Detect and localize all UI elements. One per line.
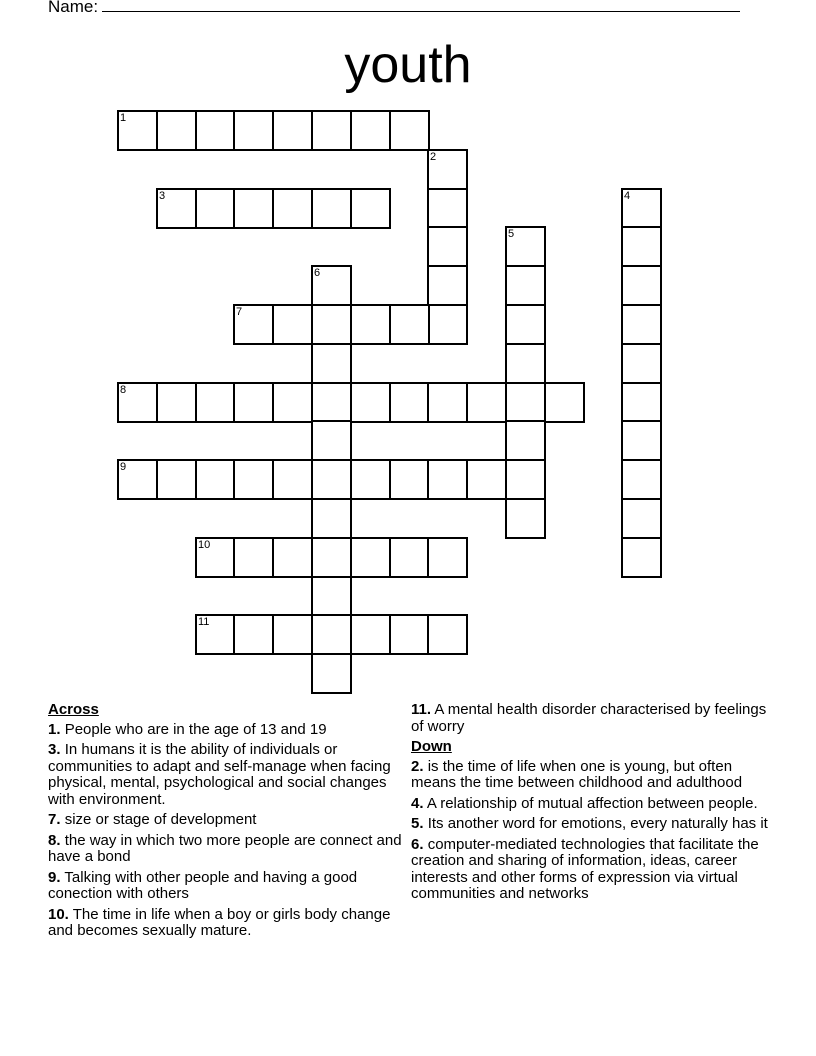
cell-number: 2 — [430, 151, 437, 163]
grid-cell[interactable] — [505, 420, 546, 461]
grid-cell[interactable] — [311, 188, 352, 229]
grid-cell[interactable] — [505, 343, 546, 384]
grid-cell[interactable] — [233, 188, 274, 229]
grid-cell[interactable] — [621, 188, 662, 229]
grid-cell[interactable] — [505, 382, 546, 423]
grid-cell[interactable] — [389, 614, 430, 655]
grid-cell[interactable] — [117, 110, 158, 151]
grid-cell[interactable] — [505, 459, 546, 500]
name-label: Name: — [48, 0, 99, 16]
grid-cell[interactable] — [117, 382, 158, 423]
grid-cell[interactable] — [389, 537, 430, 578]
grid-cell[interactable] — [233, 382, 274, 423]
grid-cell[interactable] — [195, 614, 236, 655]
grid-cell[interactable] — [350, 459, 391, 500]
grid-cell[interactable] — [272, 110, 313, 151]
grid-cell[interactable] — [621, 304, 662, 345]
across-clue: 1. People who are in the age of 13 and 19 — [48, 720, 327, 738]
grid-cell[interactable] — [389, 110, 430, 151]
across-clue: 3. In humans it is the ability of individuals or communities to adapt and self-manage when facing physical, mental, psychological and social changes with environment. — [48, 741, 391, 808]
cell-number: 6 — [314, 267, 321, 279]
cell-number: 8 — [120, 384, 127, 396]
grid-cell[interactable] — [272, 459, 313, 500]
grid-cell[interactable] — [117, 459, 158, 500]
grid-cell[interactable] — [427, 382, 468, 423]
grid-cell[interactable] — [233, 110, 274, 151]
grid-cell[interactable] — [466, 382, 507, 423]
cell-number: 3 — [159, 190, 166, 202]
grid-cell[interactable] — [311, 304, 352, 345]
grid-cell[interactable] — [389, 382, 430, 423]
grid-cell[interactable] — [233, 304, 274, 345]
across-heading: Across — [48, 701, 99, 718]
grid-cell[interactable] — [272, 537, 313, 578]
grid-cell[interactable] — [195, 382, 236, 423]
grid-cell[interactable] — [233, 614, 274, 655]
grid-cell[interactable] — [505, 304, 546, 345]
grid-cell[interactable] — [195, 459, 236, 500]
grid-cell[interactable] — [350, 188, 391, 229]
grid-cell[interactable] — [621, 459, 662, 500]
grid-cell[interactable] — [311, 537, 352, 578]
across-clue: 9. Talking with other people and having a good conection with others — [48, 868, 358, 902]
grid-cell[interactable] — [156, 188, 197, 229]
grid-cell[interactable] — [350, 110, 391, 151]
down-clue: 2. is the time of life when one is young, but often means the time between childhood and adulthood — [411, 757, 743, 791]
clues-left-column — [48, 702, 408, 944]
grid-cell[interactable] — [311, 576, 352, 617]
cell-number: 7 — [236, 306, 243, 318]
grid-cell[interactable] — [544, 382, 585, 423]
clues-right-column — [411, 702, 781, 907]
grid-cell[interactable] — [427, 537, 468, 578]
grid-cell[interactable] — [427, 265, 468, 306]
grid-cell[interactable] — [311, 614, 352, 655]
grid-cell[interactable] — [389, 459, 430, 500]
page-title: youth — [344, 36, 472, 94]
down-clue: 6. computer-mediated technologies that facilitate the creation and sharing of information, ideas, career interests and other forms of expression via virtual communities and networks — [411, 835, 759, 902]
cell-number: 9 — [120, 461, 127, 473]
cell-number: 4 — [624, 190, 631, 202]
grid-cell[interactable] — [311, 265, 352, 306]
cell-number: 11 — [198, 616, 210, 628]
grid-cell[interactable] — [195, 188, 236, 229]
across-clue: 8. the way in which two more people are connect and have a bond — [48, 831, 402, 865]
across-clue: 10. The time in life when a boy or girls body change and becomes sexually mature. — [48, 905, 391, 939]
grid-cell[interactable] — [427, 149, 468, 190]
grid-cell[interactable] — [311, 110, 352, 151]
grid-cell[interactable] — [505, 498, 546, 539]
grid-cell[interactable] — [621, 382, 662, 423]
grid-cell[interactable] — [195, 110, 236, 151]
grid-cell[interactable] — [427, 459, 468, 500]
grid-cell[interactable] — [233, 459, 274, 500]
down-heading: Down — [411, 738, 452, 755]
grid-cell[interactable] — [195, 537, 236, 578]
cell-number: 5 — [508, 228, 515, 240]
grid-cell[interactable] — [311, 653, 352, 694]
grid-cell[interactable] — [621, 265, 662, 306]
grid-cell[interactable] — [427, 614, 468, 655]
grid-cell[interactable] — [272, 304, 313, 345]
grid-cell[interactable] — [156, 382, 197, 423]
grid-cell[interactable] — [272, 188, 313, 229]
grid-cell[interactable] — [621, 537, 662, 578]
grid-cell[interactable] — [311, 498, 352, 539]
grid-cell[interactable] — [466, 459, 507, 500]
grid-cell[interactable] — [156, 110, 197, 151]
grid-cell[interactable] — [311, 459, 352, 500]
across-clue: 7. size or stage of development — [48, 811, 257, 828]
down-clue: 5. Its another word for emotions, every naturally has it — [411, 815, 768, 832]
grid-cell[interactable] — [233, 537, 274, 578]
across-clue: 11. A mental health disorder characterised by feelings of worry — [411, 701, 767, 735]
grid-cell[interactable] — [621, 420, 662, 461]
grid-cell[interactable] — [621, 498, 662, 539]
grid-cell[interactable] — [621, 343, 662, 384]
grid-cell[interactable] — [350, 382, 391, 423]
grid-cell[interactable] — [350, 537, 391, 578]
grid-cell[interactable] — [311, 382, 352, 423]
grid-cell[interactable] — [156, 459, 197, 500]
grid-cell[interactable] — [311, 343, 352, 384]
grid-cell[interactable] — [389, 304, 430, 345]
grid-cell[interactable] — [427, 226, 468, 267]
cell-number: 1 — [120, 112, 127, 124]
grid-cell[interactable] — [505, 226, 546, 267]
grid-cell[interactable] — [311, 420, 352, 461]
grid-cell[interactable] — [350, 304, 391, 345]
grid-cell[interactable] — [272, 382, 313, 423]
grid-cell[interactable] — [350, 614, 391, 655]
cell-number: 10 — [198, 539, 211, 551]
grid-cell[interactable] — [427, 188, 468, 229]
grid-cell[interactable] — [621, 226, 662, 267]
grid-cell[interactable] — [272, 614, 313, 655]
grid-cell[interactable] — [505, 265, 546, 306]
grid-cell[interactable] — [427, 304, 468, 345]
down-clue: 4. A relationship of mutual affection between people. — [411, 794, 758, 812]
